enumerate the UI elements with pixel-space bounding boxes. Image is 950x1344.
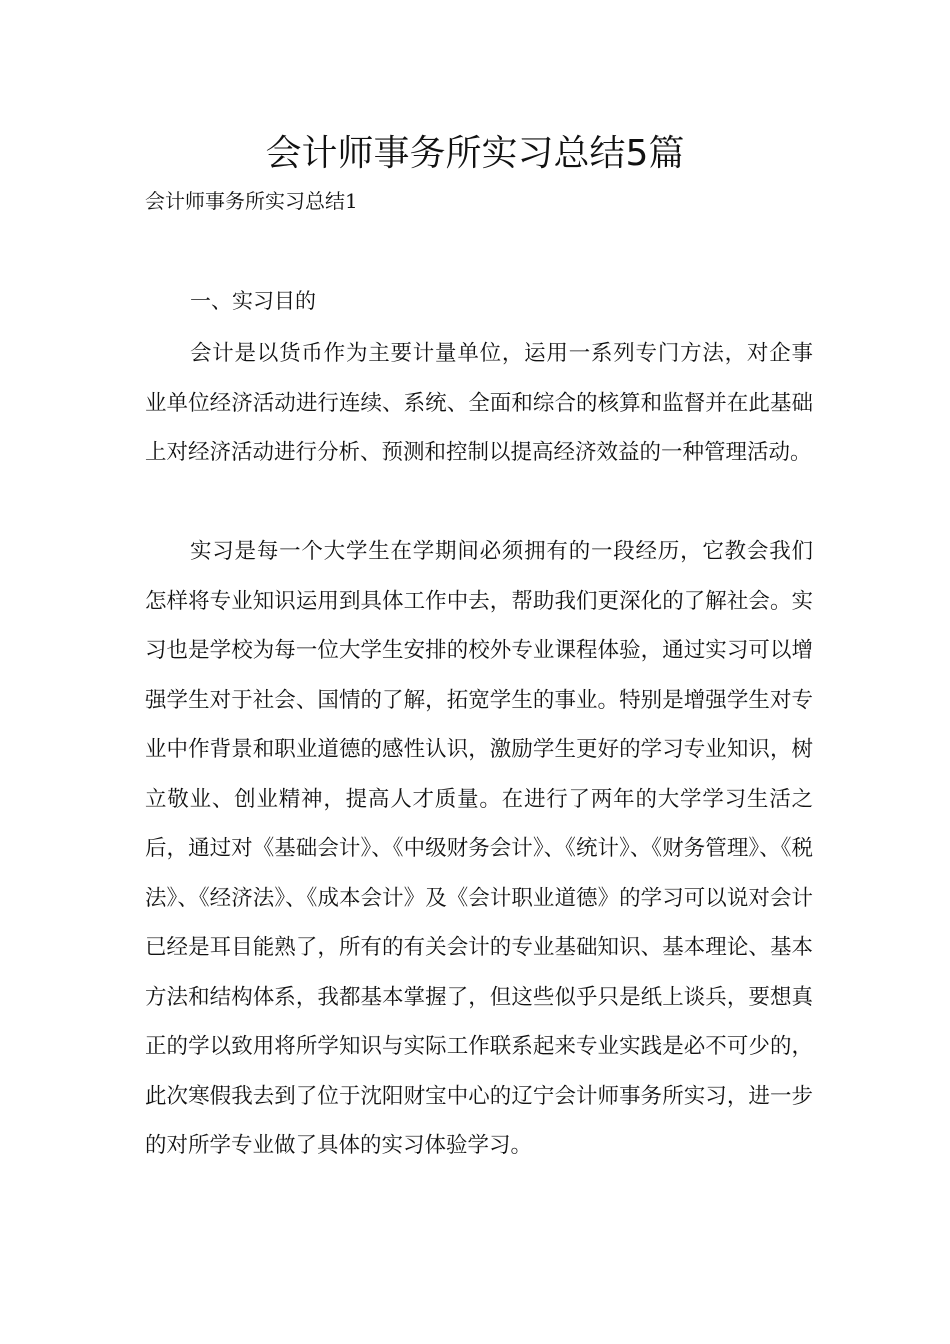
document-subtitle: 会计师事务所实习总结1 [145,189,358,213]
section-heading: 一、实习目的 [190,289,316,313]
document-title: 会计师事务所实习总结5篇 [265,133,685,174]
paragraph: 会计是以货币作为主要计量单位，运用一系列专门方法，对企事业单位经济活动进行连续、系统、全面和综合的核算和监督并在此基础上对经济活动进行分析、预测和控制以提高经济效益的一种管理活动。 [145,341,813,465]
paragraph: 实习是每一个大学生在学期间必须拥有的一段经历，它教会我们怎样将专业知识运用到具体工作中去，帮助我们更深化的了解社会。实习也是学校为每一位大学生安排的校外专业课程体验，通过实习可以增强学生对于社会、国情的了解，拓宽学生的事业。特别是增强学生对专业中作背景和职业道德的感性认识，激励学生更好的学习专业知识，树立敬业、创业精神，提高人才质量。在进行了两年的大学学习生活之后，通过对《基础会计》、《中级财务会计》、《统计》、《财务管理》、《税法》、《经济法》、《成本会计》及《会计职业道德》的学习可以说对会计已经是耳目能熟了，所有的有关会计的专业基础知识、基本理论、基本方法和结构体系，我都基本掌握了，但这些似乎只是纸上谈兵，要想真正的学以致用将所学知识与实际工作联系起来专业实践是必不可少的，此次寒假我去到了位于沈阳财宝中心的辽宁会计师事务所实习，进一步的对所学专业做了具体的实习体验学习。 [145,539,813,1158]
